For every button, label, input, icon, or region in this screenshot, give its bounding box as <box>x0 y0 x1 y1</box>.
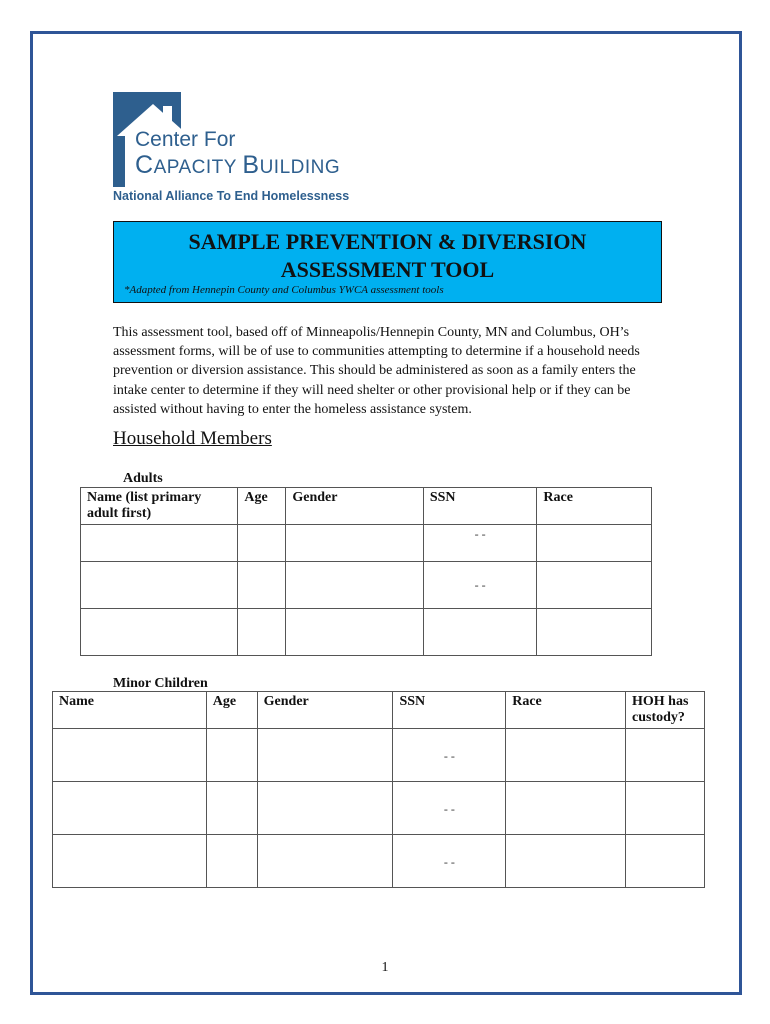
child-race-cell[interactable] <box>506 729 626 782</box>
adult-age-cell[interactable] <box>238 525 286 562</box>
adapted-note: *Adapted from Hennepin County and Columbus YWCA assessment tools <box>124 284 444 296</box>
adult-ssn-cell[interactable] <box>423 609 537 656</box>
child-gender-cell[interactable] <box>257 835 393 888</box>
logo-capacity-building: CAPACITY BUILDING <box>135 151 341 179</box>
adult-name-cell[interactable] <box>81 562 238 609</box>
minor-children-caption: Minor Children <box>113 676 208 691</box>
household-members-heading: Household Members <box>113 428 272 449</box>
table-row <box>53 729 705 782</box>
children-table <box>52 691 705 888</box>
child-custody-cell[interactable] <box>626 782 705 835</box>
page-title-line2: ASSESSMENT TOOL <box>280 257 495 282</box>
adult-race-cell[interactable] <box>537 609 652 656</box>
col-name: Name <box>53 692 207 729</box>
table-header-row <box>53 692 705 729</box>
adult-gender-cell[interactable] <box>286 609 424 656</box>
adult-gender-cell[interactable] <box>286 562 424 609</box>
child-gender-cell[interactable] <box>257 782 393 835</box>
table-row <box>81 525 652 562</box>
adult-age-cell[interactable] <box>238 562 286 609</box>
logo-national-alliance: National Alliance To End Homelessness <box>113 189 350 203</box>
adults-caption: Adults <box>123 471 163 486</box>
col-age: Age <box>206 692 257 729</box>
child-custody-cell[interactable] <box>626 729 705 782</box>
child-age-cell[interactable] <box>206 782 257 835</box>
adult-race-cell[interactable] <box>537 562 652 609</box>
col-gender: Gender <box>286 488 424 525</box>
col-ssn: SSN <box>393 692 506 729</box>
col-age: Age <box>238 488 286 525</box>
col-name: Name (list primary adult first) <box>81 488 238 525</box>
child-name-cell[interactable] <box>53 729 207 782</box>
child-race-cell[interactable] <box>506 835 626 888</box>
child-ssn-cell[interactable]: - - <box>393 835 506 888</box>
col-race: Race <box>537 488 652 525</box>
table-row <box>81 609 652 656</box>
col-race: Race <box>506 692 626 729</box>
adult-name-cell[interactable] <box>81 609 238 656</box>
intro-paragraph: This assessment tool, based off of Minneapolis/Hennepin County, MN and Columbus, OH’s assessment forms, will be of use to communities attempting to determine if a household needs prevention or diversion assistance. This should be administered as soon as a family enters the intake center to determine if they will need shelter or other provisional help or if they can be assisted without having to enter the homeless assistance system. <box>113 325 640 417</box>
logo-center-for: Center For <box>135 128 236 151</box>
adult-race-cell[interactable] <box>537 525 652 562</box>
page-title-line1: SAMPLE PREVENTION & DIVERSION <box>188 229 587 254</box>
table-row <box>53 835 705 888</box>
col-gender: Gender <box>257 692 393 729</box>
child-age-cell[interactable] <box>206 729 257 782</box>
adult-age-cell[interactable] <box>238 609 286 656</box>
adults-table <box>80 487 652 656</box>
child-race-cell[interactable] <box>506 782 626 835</box>
col-ssn: SSN <box>423 488 537 525</box>
page-number: 1 <box>381 960 389 975</box>
child-gender-cell[interactable] <box>257 729 393 782</box>
child-ssn-cell[interactable]: - - <box>393 729 506 782</box>
adult-gender-cell[interactable] <box>286 525 424 562</box>
child-custody-cell[interactable] <box>626 835 705 888</box>
child-name-cell[interactable] <box>53 835 207 888</box>
table-row <box>81 562 652 609</box>
title-box <box>113 221 662 303</box>
adult-ssn-cell[interactable]: - - <box>423 525 537 562</box>
logo <box>113 92 393 207</box>
table-row <box>53 782 705 835</box>
adult-name-cell[interactable] <box>81 525 238 562</box>
table-header-row <box>81 488 652 525</box>
adult-ssn-cell[interactable]: - - <box>423 562 537 609</box>
child-age-cell[interactable] <box>206 835 257 888</box>
child-ssn-cell[interactable]: - - <box>393 782 506 835</box>
col-hoh-custody: HOH has custody? <box>626 692 705 729</box>
child-name-cell[interactable] <box>53 782 207 835</box>
